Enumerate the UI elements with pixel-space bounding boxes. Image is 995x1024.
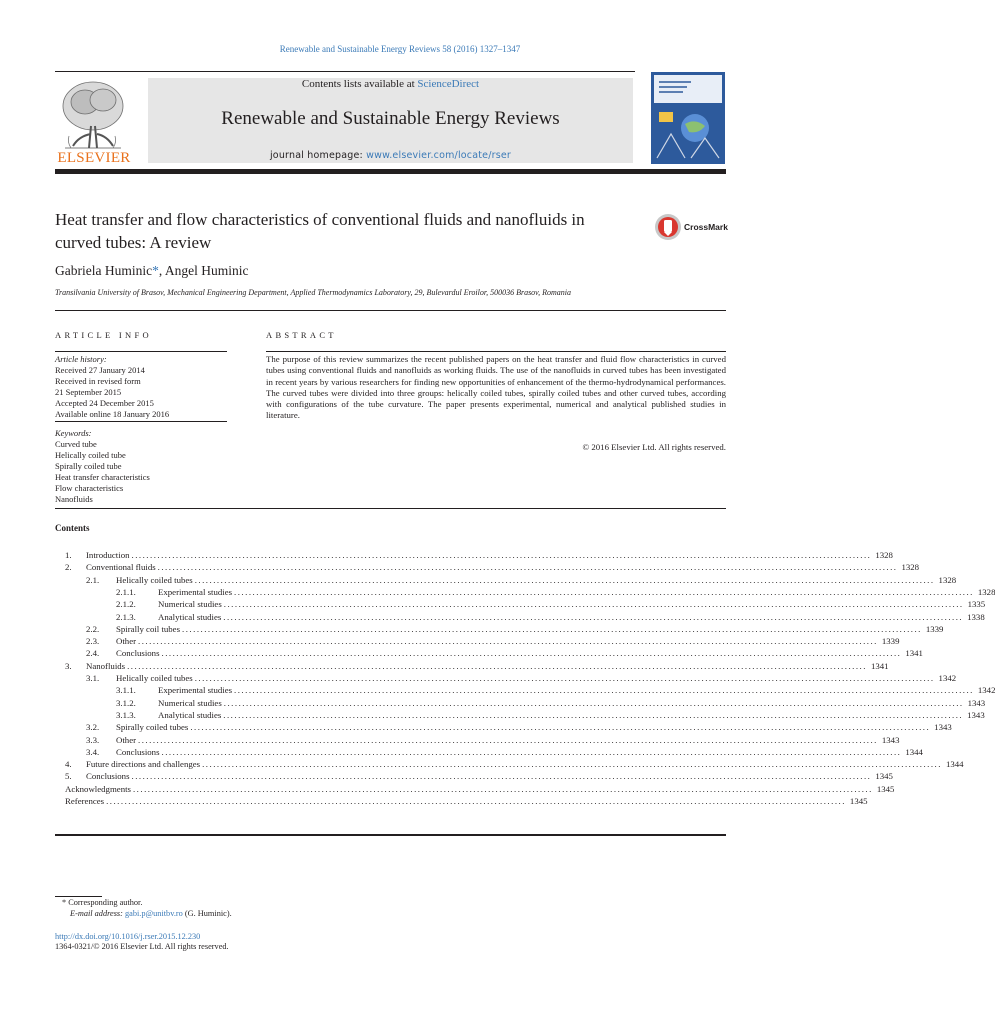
- toc-leader-dots: ........................................................................................................................................................................................................: [223, 697, 964, 708]
- divider: [266, 351, 726, 352]
- corresponding-author-note: [62, 898, 142, 907]
- divider: [55, 834, 726, 836]
- toc-leader-dots: ........................................................................................................................................................................................................: [161, 648, 902, 659]
- journal-homepage: [148, 150, 633, 161]
- history-item: Accepted 24 December 2015: [55, 398, 154, 408]
- footnote-text: Corresponding author.: [66, 898, 143, 907]
- contents-heading: Contents: [55, 523, 90, 533]
- toc-page-number[interactable]: 1342: [977, 685, 995, 696]
- toc-entry[interactable]: [55, 796, 868, 808]
- toc-entry[interactable]: [55, 709, 985, 722]
- keyword: Heat transfer characteristics: [55, 472, 150, 482]
- toc-title[interactable]: Introduction: [86, 550, 130, 560]
- corresponding-author-marker[interactable]: *: [152, 263, 159, 278]
- toc-page-number[interactable]: 1343: [934, 722, 952, 733]
- keyword: Helically coiled tube: [55, 450, 126, 460]
- toc-number: 2.1.2.: [116, 599, 136, 610]
- homepage-link[interactable]: www.elsevier.com/locate/rser: [366, 150, 512, 161]
- journal-cover-thumbnail[interactable]: [651, 72, 725, 164]
- toc-title[interactable]: Spirally coiled tubes: [116, 722, 189, 733]
- doi-link[interactable]: http://dx.doi.org/10.1016/j.rser.2015.12.230: [55, 932, 201, 941]
- toc-entry[interactable]: [55, 746, 923, 759]
- toc-number: 3.: [65, 660, 72, 671]
- toc-title[interactable]: Helically coiled tubes: [116, 574, 193, 585]
- abstract-heading: ABSTRACT: [266, 330, 337, 340]
- toc-number: 3.4.: [86, 746, 100, 757]
- toc-title[interactable]: Conclusions: [116, 746, 160, 757]
- toc-leader-dots: ........................................................................................................................................................................................................: [131, 771, 872, 782]
- journal-citation[interactable]: Renewable and Sustainable Energy Reviews 58 (2016) 1327–1347: [279, 44, 521, 54]
- homepage-prefix: journal homepage:: [269, 150, 367, 161]
- keyword: Curved tube: [55, 439, 97, 449]
- toc-page-number[interactable]: 1345: [875, 771, 893, 782]
- toc-title[interactable]: Conclusions: [86, 771, 130, 782]
- toc-page-number[interactable]: 1339: [881, 636, 900, 647]
- article-history: [55, 354, 169, 420]
- toc-entry[interactable]: [55, 636, 900, 648]
- toc-leader-dots: ........................................................................................................................................................................................................: [132, 783, 873, 794]
- history-item: Received in revised form: [55, 376, 141, 386]
- footnote-rule: [55, 896, 102, 897]
- toc-page-number[interactable]: 1342: [938, 673, 957, 683]
- header-thick-rule: [55, 169, 726, 174]
- toc-title[interactable]: Analytical studies: [158, 611, 222, 622]
- keyword-list: [55, 428, 150, 505]
- article-title: Heat transfer and flow characteristics of conventional fluids and nanofluids in curved tubes: A review: [55, 210, 585, 252]
- toc-title[interactable]: Helically coiled tubes: [116, 673, 193, 683]
- toc-page-number[interactable]: 1345: [849, 796, 868, 806]
- toc-leader-dots: ........................................................................................................................................................................................................: [138, 734, 878, 745]
- toc-page-number[interactable]: 1343: [881, 734, 900, 745]
- toc-entry[interactable]: [55, 722, 952, 734]
- toc-title[interactable]: Conclusions: [116, 648, 160, 659]
- toc-number: 3.1.1.: [116, 685, 136, 696]
- history-label: Article history:: [55, 354, 107, 364]
- toc-entry[interactable]: [55, 648, 923, 660]
- toc-leader-dots: ........................................................................................................................................................................................................: [106, 796, 846, 806]
- toc-number: 3.1.: [86, 673, 100, 683]
- toc-entry[interactable]: [55, 660, 889, 673]
- email-note: [70, 909, 232, 918]
- toc-title[interactable]: Other: [116, 734, 137, 745]
- toc-entry[interactable]: [55, 759, 964, 771]
- toc-number: 2.: [65, 562, 72, 573]
- toc-page-number[interactable]: 1341: [870, 660, 889, 671]
- toc-number: 2.2.: [86, 623, 100, 634]
- elsevier-wordmark: ELSEVIER: [57, 150, 131, 166]
- keywords-label: Keywords:: [55, 428, 92, 438]
- toc-title[interactable]: References: [65, 796, 105, 806]
- toc-entry[interactable]: [55, 574, 957, 587]
- sciencedirect-link[interactable]: ScienceDirect: [417, 78, 480, 90]
- toc-page-number[interactable]: 1338: [967, 611, 985, 622]
- article-info-heading: ARTICLE INFO: [55, 330, 152, 340]
- toc-leader-dots: ........................................................................................................................................................................................................: [202, 759, 942, 770]
- toc-title[interactable]: Experimental studies: [158, 586, 233, 597]
- toc-leader-dots: ........................................................................................................................................................................................................: [234, 685, 974, 696]
- toc-page-number[interactable]: 1343: [967, 697, 986, 708]
- keyword: Flow characteristics: [55, 483, 124, 493]
- contents-prefix: Contents lists available at: [301, 78, 418, 90]
- issn-copyright: 1364-0321/© 2016 Elsevier Ltd. All rights reserved.: [55, 942, 229, 951]
- toc-entry[interactable]: [55, 771, 893, 783]
- toc-title[interactable]: Experimental studies: [158, 685, 233, 696]
- toc-title[interactable]: Future directions and challenges: [86, 759, 201, 770]
- author-name: Angel Huminic: [164, 263, 249, 278]
- toc-entry[interactable]: [55, 734, 900, 747]
- toc-title[interactable]: Analytical studies: [158, 709, 222, 720]
- toc-number: 5.: [65, 771, 72, 782]
- author-affiliation: Transilvania University of Brasov, Mechanical Engineering Department, Applied Thermodynamics Laboratory, 29, Bulevardul Eroilor, 500036 Brasov, Romania: [55, 288, 572, 297]
- toc-title[interactable]: Numerical studies: [158, 697, 222, 708]
- contents-availability: [148, 78, 633, 90]
- toc-number: 2.1.3.: [116, 611, 136, 622]
- toc-page-number[interactable]: 1328: [875, 550, 893, 560]
- toc-entry[interactable]: [55, 673, 957, 685]
- toc-leader-dots: ........................................................................................................................................................................................................: [182, 623, 922, 634]
- divider: [55, 310, 726, 311]
- toc-number: 1.: [65, 550, 72, 560]
- toc-title[interactable]: Conventional fluids: [86, 562, 156, 573]
- toc-entry[interactable]: [55, 685, 995, 697]
- divider: [55, 508, 726, 509]
- toc-entry[interactable]: [55, 550, 893, 562]
- toc-number: 2.1.: [86, 574, 100, 585]
- divider: [55, 351, 227, 352]
- toc-title[interactable]: Spirally coil tubes: [116, 623, 181, 634]
- toc-entry[interactable]: [55, 783, 895, 796]
- toc-page-number[interactable]: 1328: [977, 586, 995, 597]
- toc-leader-dots: ........................................................................................................................................................................................................: [223, 611, 964, 622]
- toc-number: 3.1.2.: [116, 697, 136, 708]
- author-separator: ,: [158, 263, 165, 278]
- toc-leader-dots: ........................................................................................................................................................................................................: [194, 673, 935, 683]
- divider: [55, 421, 227, 422]
- toc-page-number[interactable]: 1343: [967, 709, 985, 720]
- toc-leader-dots: ........................................................................................................................................................................................................: [127, 660, 867, 671]
- toc-number: 3.3.: [86, 734, 100, 745]
- keyword: Spirally coiled tube: [55, 461, 122, 471]
- toc-leader-dots: ........................................................................................................................................................................................................: [234, 586, 974, 597]
- toc-leader-dots: ........................................................................................................................................................................................................: [131, 550, 872, 560]
- toc-number: 2.4.: [86, 648, 100, 659]
- toc-entry[interactable]: [55, 623, 944, 636]
- toc-leader-dots: ........................................................................................................................................................................................................: [194, 574, 935, 585]
- email-label: E-mail address:: [70, 909, 125, 918]
- toc-number: 2.3.: [86, 636, 100, 647]
- toc-page-number[interactable]: 1335: [967, 599, 986, 610]
- toc-number: 2.1.1.: [116, 586, 136, 597]
- toc-leader-dots: ........................................................................................................................................................................................................: [190, 722, 931, 733]
- toc-leader-dots: ........................................................................................................................................................................................................: [161, 746, 902, 757]
- toc-entry[interactable]: [55, 611, 985, 624]
- footnote-marker: *: [62, 898, 67, 907]
- toc-page-number[interactable]: 1328: [938, 574, 957, 585]
- header-top-rule: [55, 71, 635, 72]
- toc-entry[interactable]: [55, 697, 986, 710]
- author-list: [55, 263, 248, 279]
- history-item: Available online 18 January 2016: [55, 409, 170, 419]
- journal-title: Renewable and Sustainable Energy Reviews: [221, 108, 560, 129]
- toc-leader-dots: ........................................................................................................................................................................................................: [138, 636, 878, 647]
- author-name: Gabriela Huminic: [55, 263, 153, 278]
- toc-leader-dots: ........................................................................................................................................................................................................: [223, 709, 964, 720]
- toc-leader-dots: ........................................................................................................................................................................................................: [157, 562, 898, 573]
- email-link[interactable]: gabi.p@unitbv.ro: [125, 909, 183, 918]
- crossmark-label[interactable]: CrossMark: [684, 222, 728, 232]
- toc-title[interactable]: Nanofluids: [86, 660, 126, 671]
- toc-title[interactable]: Acknowledgments: [65, 783, 131, 794]
- toc-page-number[interactable]: 1345: [876, 783, 895, 794]
- toc-entry[interactable]: [55, 599, 986, 611]
- toc-number: 3.1.3.: [116, 709, 136, 720]
- keyword: Nanofluids: [55, 494, 93, 504]
- history-item: 21 September 2015: [55, 387, 122, 397]
- abstract-copyright: © 2016 Elsevier Ltd. All rights reserved.: [582, 442, 726, 452]
- abstract-body: The purpose of this review summarizes the recent published papers on the heat transfer and fluid flow characteristics in curved tubes using conventional fluids and nanofluids as working fluids. The use of the nanofluids in curved tubes has been investigated in recent years by various researchers for finding new opportunities of enhancement of the thermo-hydrodynamical performances. The curved tubes were divided into three groups: helically coiled tubes, spirally coiled tubes and other curved tubes, according with configurations of the tube curvature. The paper presents experimental, numerical and analytical published studies in literature.: [266, 354, 726, 421]
- toc-entry[interactable]: [55, 562, 920, 574]
- history-item: Received 27 January 2014: [55, 365, 145, 375]
- toc-page-number[interactable]: 1339: [925, 623, 944, 634]
- toc-page-number[interactable]: 1328: [901, 562, 920, 573]
- toc-number: 3.2.: [86, 722, 100, 733]
- toc-title[interactable]: Other: [116, 636, 137, 647]
- toc-page-number[interactable]: 1344: [945, 759, 964, 770]
- toc-title[interactable]: Numerical studies: [158, 599, 222, 610]
- toc-entry[interactable]: [55, 586, 995, 599]
- toc-number: 4.: [65, 759, 72, 770]
- toc-page-number[interactable]: 1341: [905, 648, 923, 659]
- toc-leader-dots: ........................................................................................................................................................................................................: [223, 599, 964, 610]
- toc-page-number[interactable]: 1344: [905, 746, 923, 757]
- email-owner: (G. Huminic).: [182, 909, 232, 918]
